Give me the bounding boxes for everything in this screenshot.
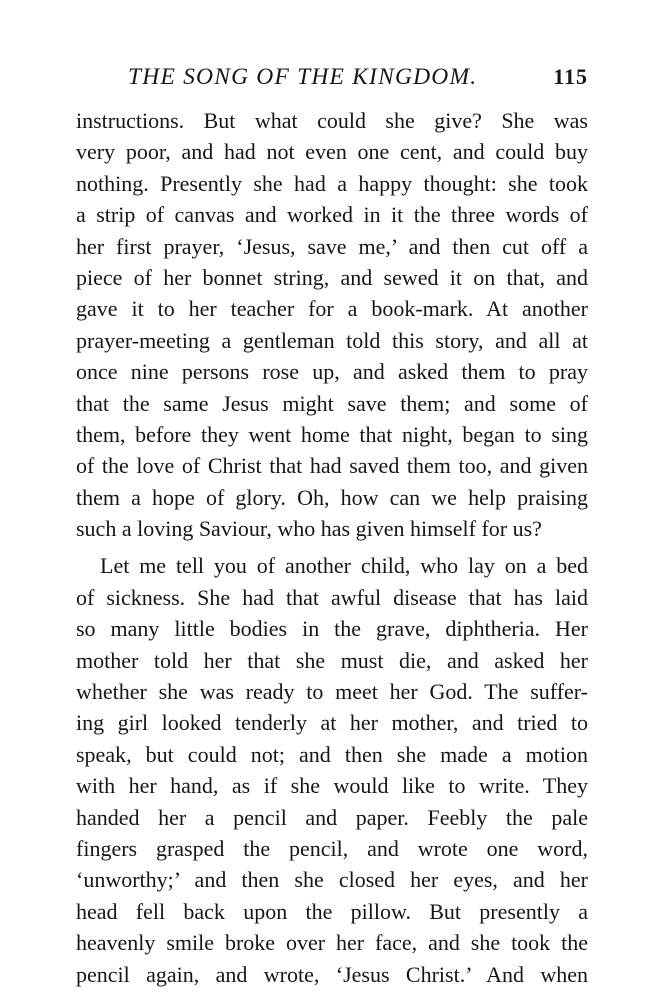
text-line: heavenly smile broke over her face, and she took the bbox=[76, 930, 588, 956]
text-line: head fell back upon the pillow. But presently a bbox=[76, 898, 588, 924]
text-line: that the same Jesus might save them; and some of bbox=[76, 390, 588, 416]
page-number: 115 bbox=[553, 64, 588, 89]
text-line: ‘unworthy;’ and then she closed her eyes, and her bbox=[76, 867, 588, 893]
text-line: them a hope of glory. Oh, how can we help praising bbox=[76, 484, 588, 510]
running-title: THE SONG OF THE KINGDOM. bbox=[128, 64, 478, 90]
text-line: fingers grasped the pencil, and wrote one word, bbox=[76, 835, 588, 861]
text-line: very poor, and had not even one cent, and could buy bbox=[76, 139, 588, 165]
text-line: her first prayer, ‘Jesus, save me,’ and then cut off a bbox=[76, 233, 588, 259]
text-line: pencil again, and wrote, ‘Jesus Christ.’ And when bbox=[76, 961, 588, 987]
text-line: gave it to her teacher for a book-mark. At another bbox=[76, 296, 588, 322]
text-line: Let me tell you of another child, who lay on a bed bbox=[100, 553, 588, 579]
text-line: nothing. Presently she had a happy thought: she took bbox=[76, 170, 588, 196]
text-line: mother told her that she must die, and asked her bbox=[76, 647, 588, 673]
text-line: with her hand, as if she would like to write. They bbox=[76, 773, 588, 799]
text-line: speak, but could not; and then she made a motion bbox=[76, 741, 588, 767]
body-text bbox=[76, 105, 588, 990]
text-line: ing girl looked tenderly at her mother, and tried to bbox=[76, 710, 588, 736]
text-line: piece of her bonnet string, and sewed it on that, and bbox=[76, 264, 588, 290]
text-line: a strip of canvas and worked in it the three words of bbox=[76, 202, 588, 228]
text-line: them, before they went home that night, began to sing bbox=[76, 421, 588, 447]
text-line: handed her a pencil and paper. Feebly the pale bbox=[76, 804, 588, 830]
text-line: prayer-meeting a gentleman told this story, and all at bbox=[76, 327, 588, 353]
text-line: of sickness. She had that awful disease that has laid bbox=[76, 584, 588, 610]
text-line: so many little bodies in the grave, diphtheria. Her bbox=[76, 616, 588, 642]
text-line: such a loving Saviour, who has given himself for us? bbox=[76, 516, 542, 542]
text-line: once nine persons rose up, and asked them to pray bbox=[76, 359, 588, 385]
text-line: of the love of Christ that had saved them too, and given bbox=[76, 453, 588, 479]
text-line: whether she was ready to meet her God. The suffer- bbox=[76, 679, 588, 705]
text-line: instructions. But what could she give? She was bbox=[76, 108, 588, 133]
running-head bbox=[76, 60, 588, 94]
